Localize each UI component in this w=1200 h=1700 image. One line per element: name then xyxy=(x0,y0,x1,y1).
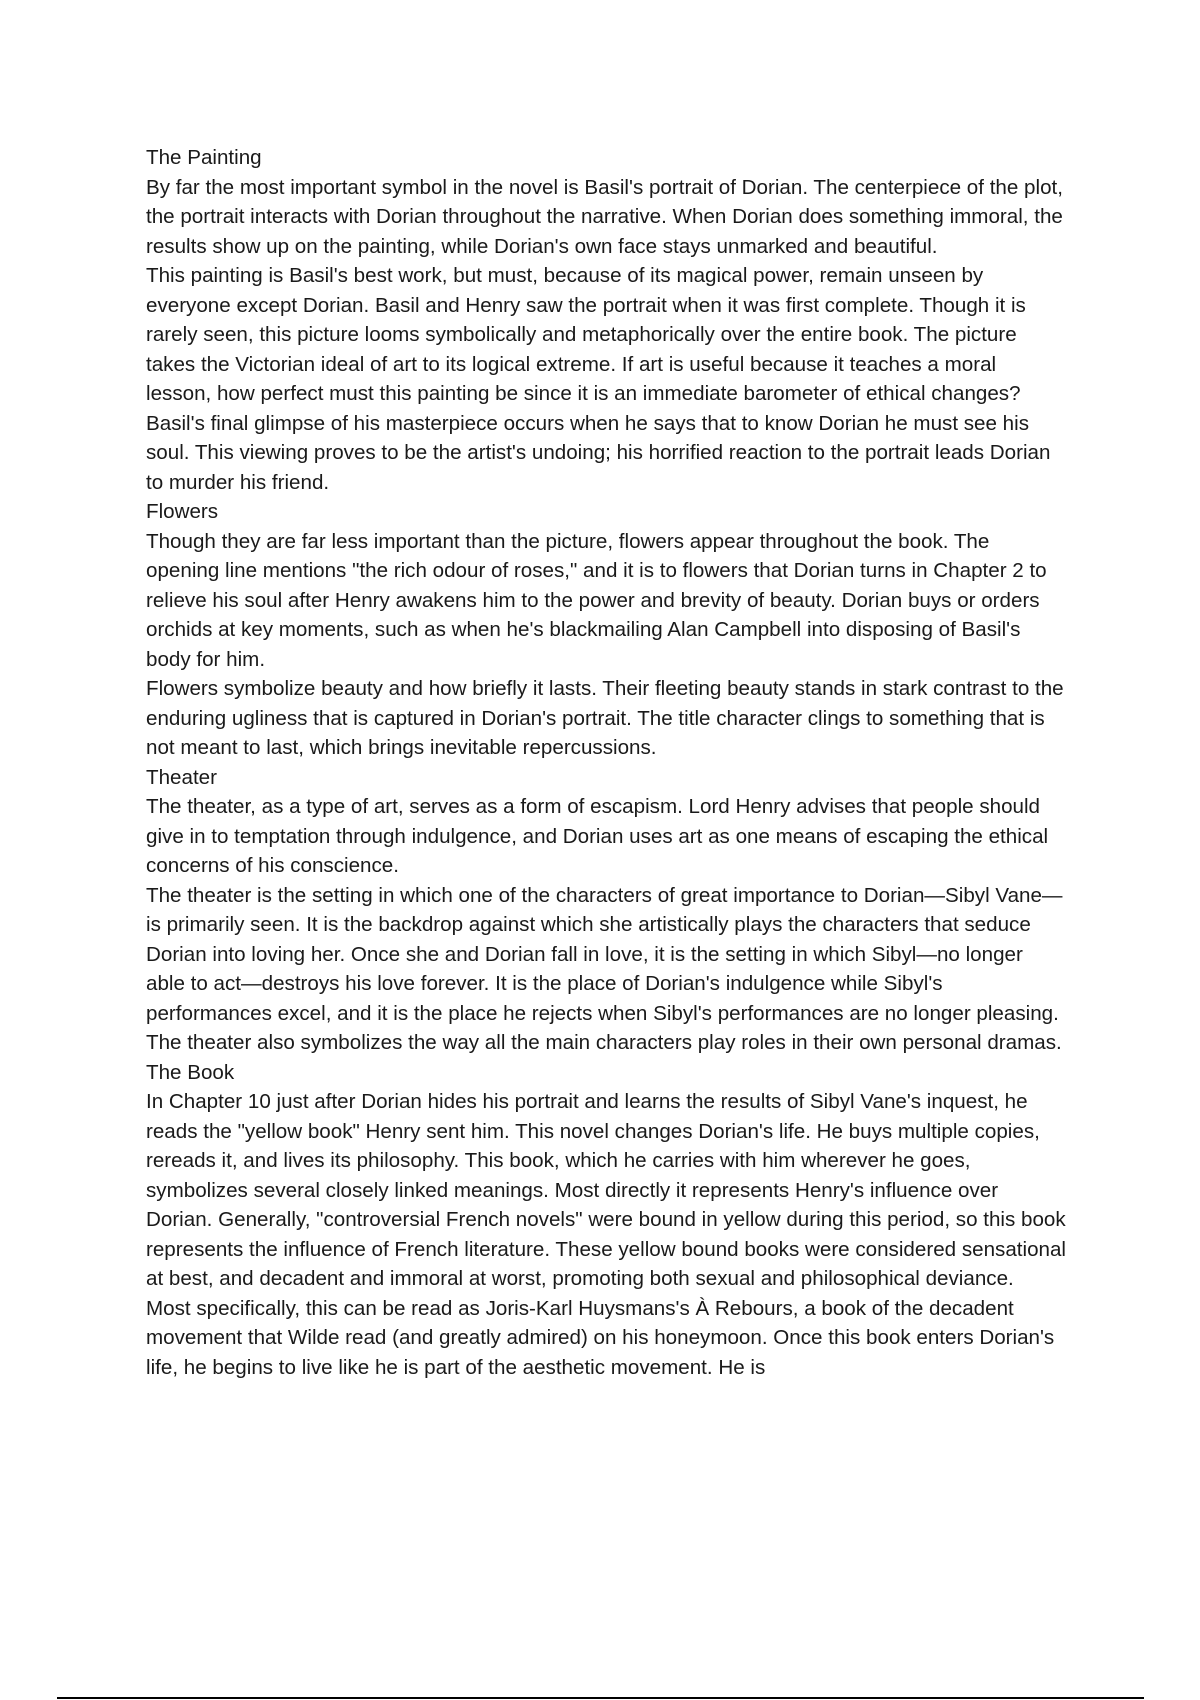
paragraph: The theater is the setting in which one of the characters of great importance to Dorian—Sibyl Vane—is primarily seen. It is the backdrop against which she artistically plays the characters that seduce Dorian into loving her. Once she and Dorian fall in love, it is the setting in which Sibyl—no longer able to act—destroys his love forever. It is the place of Dorian's indulgence while Sibyl's performances excel, and it is the place he rejects when Sibyl's performances are no longer pleasing. xyxy=(146,883,1063,1025)
paragraph: In Chapter 10 just after Dorian hides his portrait and learns the results of Sibyl Vane's inquest, he reads the "yellow book" Henry sent him. This novel changes Dorian's life. He buys multiple copies, rereads it, and lives its philosophy. This book, which he carries with him wherever he goes, symbolizes several closely linked meanings. Most directly it represents Henry's influence over Dorian. Generally, "controversial French novels" were bound in yellow during this period, so this book represents the influence of French literature. These yellow bound books were considered sensational at best, and decadent and immoral at worst, promoting both sexual and philosophical deviance. xyxy=(146,1090,1067,1290)
paragraph: The theater also symbolizes the way all the main characters play roles in their own personal dramas. xyxy=(146,1031,1062,1054)
section-heading-book: The Book xyxy=(146,1060,235,1084)
section-heading-theater: Theater xyxy=(146,765,217,789)
paragraph: Though they are far less important than the picture, flowers appear throughout the book. The opening line mentions "the rich odour of roses," and it is to flowers that Dorian turns in Chapter 2 to relieve his soul after Henry awakens him to the power and brevity of beauty. Dorian buys or orders orchids at key moments, such as when he's blackmailing Alan Campbell into disposing of Basil's body for him. xyxy=(146,529,1047,671)
document-body xyxy=(146,143,1066,1382)
paragraph: By far the most important symbol in the novel is Basil's portrait of Dorian. The centerpiece of the plot, the portrait interacts with Dorian throughout the narrative. When Dorian does something immoral, the results show up on the painting, while Dorian's own face stays unmarked and beautiful. xyxy=(146,175,1063,258)
paragraph: Most specifically, this can be read as Joris-Karl Huysmans's À Rebours, a book of the decadent movement that Wilde read (and greatly admired) on his honeymoon. Once this book enters Dorian's life, he begins to live like he is part of the aesthetic movement. He is xyxy=(146,1296,1055,1379)
section-heading-painting: The Painting xyxy=(146,146,262,169)
paragraph: This painting is Basil's best work, but must, because of its magical power, remain unseen by everyone except Dorian. Basil and Henry saw the portrait when it was first complete. Though it is rarely seen, this picture looms symbolically and metaphorically over the entire book. The picture takes the Victorian ideal of art to its logical extreme. If art is useful because it teaches a moral lesson, how perfect must this painting be since it is an immediate barometer of ethical changes? xyxy=(146,264,1026,405)
paragraph: Basil's final glimpse of his masterpiece occurs when he says that to know Dorian he must see his soul. This viewing proves to be the artist's undoing; his horrified reaction to the portrait leads Dorian to murder his friend. xyxy=(146,411,1051,494)
footer-rule xyxy=(57,1697,1144,1699)
section-heading-flowers: Flowers xyxy=(146,500,219,523)
paragraph: Flowers symbolize beauty and how briefly it lasts. Their fleeting beauty stands in stark contrast to the enduring ugliness that is captured in Dorian's portrait. The title character clings to something that is not meant to last, which brings inevitable repercussions. xyxy=(146,677,1064,759)
paragraph: The theater, as a type of art, serves as a form of escapism. Lord Henry advises that people should give in to temptation through indulgence, and Dorian uses art as one means of escaping the ethical concerns of his conscience. xyxy=(146,795,1049,877)
